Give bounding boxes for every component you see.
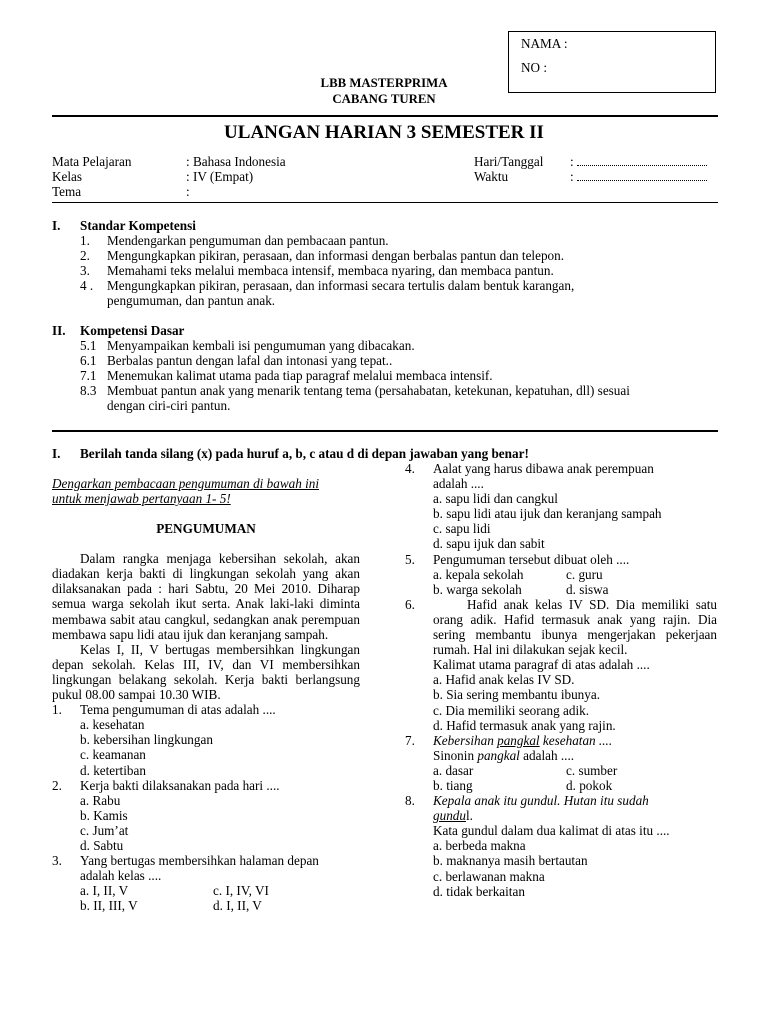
option-a[interactable]	[405, 491, 717, 506]
option-c[interactable]	[405, 521, 717, 536]
question-text-cont	[405, 476, 717, 491]
kd-item-num: 5.1	[80, 338, 97, 353]
option-b[interactable]	[52, 732, 360, 747]
section-rule	[52, 430, 718, 432]
question-5	[405, 552, 717, 567]
kelas-label: Kelas	[52, 169, 83, 184]
kd-item-text: Berbalas pantun dengan lafal dan intonasi yang tepat..	[107, 353, 393, 368]
question-text-post: adalah ....	[519, 747, 575, 763]
option-c[interactable]: c. sumber	[566, 762, 618, 778]
question-text: adalah ....	[433, 476, 484, 492]
option-a[interactable]	[52, 793, 360, 808]
option-a[interactable]	[405, 672, 717, 687]
option-b[interactable]	[405, 687, 717, 702]
instruction-num: I.	[52, 446, 61, 461]
hari-label: Hari/Tanggal	[474, 154, 544, 169]
question-text-row	[405, 823, 717, 838]
sk-item-num: 2.	[80, 248, 90, 263]
option-d[interactable]	[405, 536, 717, 551]
option-a[interactable]	[405, 838, 717, 853]
question-text: Tema pengumuman di atas adalah ....	[80, 702, 276, 718]
option-b[interactable]	[405, 506, 717, 521]
option-a[interactable]: a. dasar	[433, 762, 474, 778]
option-b[interactable]: b. warga sekolah	[433, 581, 522, 597]
option-text: a. Rabu	[80, 792, 121, 808]
option-text: a. berbeda makna	[433, 838, 526, 854]
waktu-label: Waktu	[474, 169, 509, 184]
question-text-cont	[52, 868, 360, 883]
question-number: 2.	[52, 777, 62, 793]
kd-item-num: 7.1	[80, 368, 97, 383]
question-text: Kalimat utama paragraf di atas adalah ....	[433, 657, 650, 673]
option-row	[405, 763, 717, 778]
lead-line-2: untuk menjawab pertanyaan 1- 5!	[52, 491, 231, 507]
question-number: 5.	[405, 551, 415, 567]
option-text: b. sapu lidi atau ijuk dan keranjang sampah	[433, 506, 662, 522]
question-number: 3.	[52, 853, 62, 869]
option-text: c. berlawanan makna	[433, 868, 545, 884]
announcement-paragraph-2: Kelas I, II, V bertugas membersihkan lingkungan depan sekolah. Kelas III, IV, dan VI membersihkan lingkungan belakang sekolah. Kerja bakti berlangsung pukul 08.00 sampai 10.30 WIB.	[52, 641, 360, 703]
hari-field[interactable]	[570, 154, 707, 169]
header-rule	[52, 115, 718, 117]
option-text: c. keamanan	[80, 747, 146, 763]
option-b[interactable]	[405, 853, 717, 868]
option-d[interactable]	[52, 763, 360, 778]
question-text-pre: Sinonin	[433, 747, 478, 763]
option-text: b. Sia sering membantu ibunya.	[433, 687, 601, 703]
option-d[interactable]: d. pokok	[566, 777, 613, 793]
question-text: Aalat yang harus dibawa anak perempuan	[433, 461, 654, 476]
question-7	[405, 733, 717, 748]
question-text-rest: l.	[465, 808, 473, 824]
question-text-post: kesehatan ....	[539, 732, 613, 748]
sk-num: I.	[52, 218, 61, 233]
question-6	[405, 597, 717, 657]
option-c[interactable]	[52, 823, 360, 838]
kd-item-text: Menemukan kalimat utama pada tiap paragraf melalui membaca intensif.	[107, 368, 493, 383]
question-text: adalah kelas ....	[80, 868, 162, 884]
option-a[interactable]: a. I, II, V	[80, 883, 129, 899]
waktu-colon: :	[570, 169, 574, 184]
option-text: c. Dia memiliki seorang adik.	[433, 702, 590, 718]
option-b[interactable]: b. tiang	[433, 777, 473, 793]
sk-item-num: 4 .	[80, 278, 94, 293]
hari-dotted-line	[577, 156, 707, 166]
option-b[interactable]	[52, 808, 360, 823]
question-text-row	[405, 748, 717, 763]
sk-item-num: 3.	[80, 263, 90, 278]
lead-line-1: Dengarkan pembacaan pengumuman di bawah ini	[52, 476, 320, 491]
option-text: b. kebersihan lingkungan	[80, 732, 213, 748]
question-text: Yang bertugas membersihkan halaman depan	[80, 853, 319, 869]
question-1	[52, 702, 360, 717]
option-c[interactable]	[405, 869, 717, 884]
tema-label: Tema	[52, 184, 82, 199]
question-text: Kerja bakti dilaksanakan pada hari ....	[80, 777, 280, 793]
kelas-value: : IV (Empat)	[186, 169, 254, 184]
sk-item-text-cont: pengumuman, dan pantun anak.	[107, 293, 276, 308]
question-text-row	[405, 808, 717, 823]
option-d[interactable]	[52, 838, 360, 853]
kd-num: II.	[52, 323, 66, 338]
kd-item-num: 8.3	[80, 383, 97, 398]
option-text: d. Hafid termasuk anak yang rajin.	[433, 717, 616, 733]
question-text: Kepala anak itu gundul. Hutan itu sudah	[433, 793, 649, 809]
question-2	[52, 778, 360, 793]
italic-word: pangkal	[477, 747, 520, 763]
option-text: c. Jum’at	[80, 822, 129, 838]
option-row	[405, 582, 717, 597]
option-text: d. Sabtu	[80, 837, 124, 853]
option-text: d. sapu ijuk dan sabit	[433, 536, 545, 552]
question-3	[52, 853, 360, 868]
question-text: Kata gundul dalam dua kalimat di atas itu ....	[433, 823, 670, 839]
option-a[interactable]: a. kepala sekolah	[433, 566, 524, 582]
option-a[interactable]	[52, 717, 360, 732]
option-c[interactable]	[52, 747, 360, 762]
question-paragraph: Hafid anak kelas IV SD. Dia memiliki satu orang adik. Hafid termasuk anak yang rajin. Dia sering membantu ibunya mengerjakan pekerjaan rumah. Hal ini dilakukan sejak kecil.	[433, 596, 717, 658]
option-text: a. sapu lidi dan cangkul	[433, 491, 558, 507]
question-number: 8.	[405, 793, 415, 809]
info-rule	[52, 202, 718, 203]
announcement-title: PENGUMUMAN	[156, 521, 256, 537]
option-text: a. kesehatan	[80, 717, 145, 733]
org-branch: CABANG TUREN	[332, 92, 436, 106]
org-name: LBB MASTERPRIMA	[320, 76, 448, 90]
sk-item-text: Mendengarkan pengumuman dan pembacaan pantun.	[107, 233, 389, 248]
sk-item-num: 1.	[80, 233, 90, 248]
left-column	[52, 476, 360, 913]
question-number: 1.	[52, 702, 62, 718]
question-8	[405, 793, 717, 808]
option-c[interactable]: c. guru	[566, 566, 603, 582]
kd-item-text: Membuat pantun anak yang menarik tentang tema (persahabatan, ketekunan, kepatuhan, dll) sesuai	[107, 383, 630, 398]
question-text	[433, 808, 473, 823]
underlined-word: pangkal	[497, 732, 540, 748]
sk-item-text: Memahami teks melalui membaca intensif, membaca nyaring, dan membaca pantun.	[107, 263, 554, 278]
option-text: a. Hafid anak kelas IV SD.	[433, 672, 575, 688]
question-text-pre: Kebersihan	[433, 732, 498, 748]
question-text: Pengumuman tersebut dibuat oleh ....	[433, 551, 630, 567]
option-d[interactable]: d. siswa	[566, 581, 609, 597]
question-text	[433, 733, 612, 748]
option-row	[52, 883, 360, 898]
option-row	[405, 778, 717, 793]
mapel-label: Mata Pelajaran	[52, 154, 132, 169]
option-text: c. sapu lidi	[433, 521, 491, 537]
option-text: b. Kamis	[80, 807, 128, 823]
no-label: NO :	[521, 60, 548, 75]
option-d[interactable]	[405, 718, 717, 733]
tema-value: :	[186, 184, 190, 199]
question-text	[433, 748, 574, 763]
kd-heading: Kompetensi Dasar	[80, 323, 185, 338]
option-d[interactable]	[405, 884, 717, 899]
mapel-value: : Bahasa Indonesia	[186, 154, 286, 169]
option-text: b. maknanya masih bertautan	[433, 853, 588, 869]
kd-item-text-cont: dengan ciri-ciri pantun.	[107, 398, 231, 413]
option-b[interactable]: b. II, III, V	[80, 898, 138, 914]
sk-heading: Standar Kompetensi	[80, 218, 196, 233]
exam-title: ULANGAN HARIAN 3 SEMESTER II	[224, 122, 544, 143]
instruction-text: Berilah tanda silang (x) pada huruf a, b, c atau d di depan jawaban yang benar!	[80, 446, 529, 461]
right-column	[405, 461, 717, 899]
question-text-row	[405, 657, 717, 672]
option-d[interactable]: d. I, II, V	[213, 898, 262, 914]
question-number: 4.	[405, 461, 415, 476]
option-c[interactable]: c. I, IV, VI	[213, 883, 269, 899]
option-c[interactable]	[405, 703, 717, 718]
question-number: 7.	[405, 732, 415, 748]
nama-label: NAMA :	[521, 36, 568, 51]
option-row	[405, 567, 717, 582]
kd-item-num: 6.1	[80, 353, 97, 368]
option-row	[52, 898, 360, 913]
waktu-dotted-line	[577, 171, 707, 181]
announcement-paragraph-1: Dalam rangka menjaga kebersihan sekolah, akan diadakan kerja bakti di lingkungan sekolah yang akan dilaksanakan pada : hari Sabtu, 20 Mei 2010. Diharap semua warga sekolah ikut serta. Anak laki-laki diminta membawa sabit atau cangkul, sedangkan anak perempuan membawa sapu lidi atau ijuk dan keranjang sampah.	[52, 551, 360, 642]
option-text: d. ketertiban	[80, 762, 146, 778]
underlined-word: gundu	[433, 808, 466, 824]
hari-colon: :	[570, 154, 574, 169]
option-text: d. tidak berkaitan	[433, 883, 525, 899]
kd-item-text: Menyampaikan kembali isi pengumuman yang dibacakan.	[107, 338, 415, 353]
waktu-field[interactable]	[570, 169, 707, 184]
sk-item-text: Mengungkapkan pikiran, perasaan, dan informasi secara tertulis dalam bentuk karangan,	[107, 278, 575, 293]
question-4	[405, 461, 717, 476]
sk-item-text: Mengungkapkan pikiran, perasaan, dan informasi dengan berbalas pantun dan telepon.	[107, 248, 565, 263]
question-number: 6.	[405, 596, 415, 612]
